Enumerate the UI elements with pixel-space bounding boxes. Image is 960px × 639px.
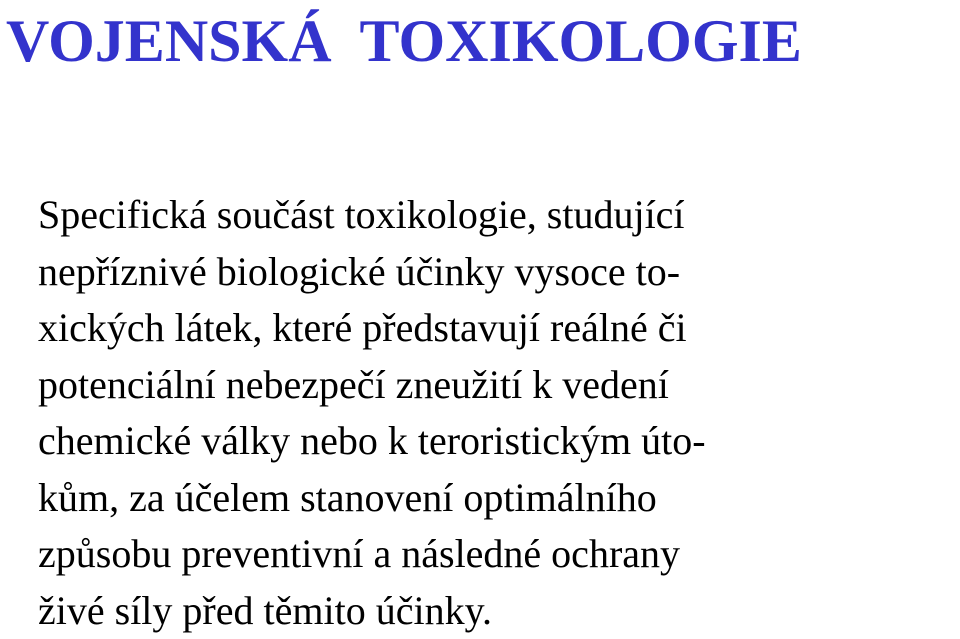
definition-paragraph: [38, 187, 706, 639]
paragraph-line: kům, za účelem stanovení optimálního: [38, 470, 706, 527]
paragraph-line: xických látek, které představují reálné či: [38, 300, 706, 357]
paragraph-line: Specifická součást toxikologie, studující: [38, 187, 706, 244]
paragraph-line: nepříznivé biologické účinky vysoce to-: [38, 244, 706, 301]
paragraph-line: potenciální nebezpečí zneužití k vedení: [38, 357, 706, 414]
paragraph-line: živé síly před těmito účinky.: [38, 583, 706, 639]
paragraph-line: způsobu preventivní a následné ochrany: [38, 526, 706, 583]
slide-title: [6, 6, 802, 76]
title-word-1: VOJENSKÁ: [6, 8, 332, 74]
paragraph-line: chemické války nebo k teroristickým úto-: [38, 413, 706, 470]
title-word-2: TOXIKOLOGIE: [360, 8, 802, 74]
